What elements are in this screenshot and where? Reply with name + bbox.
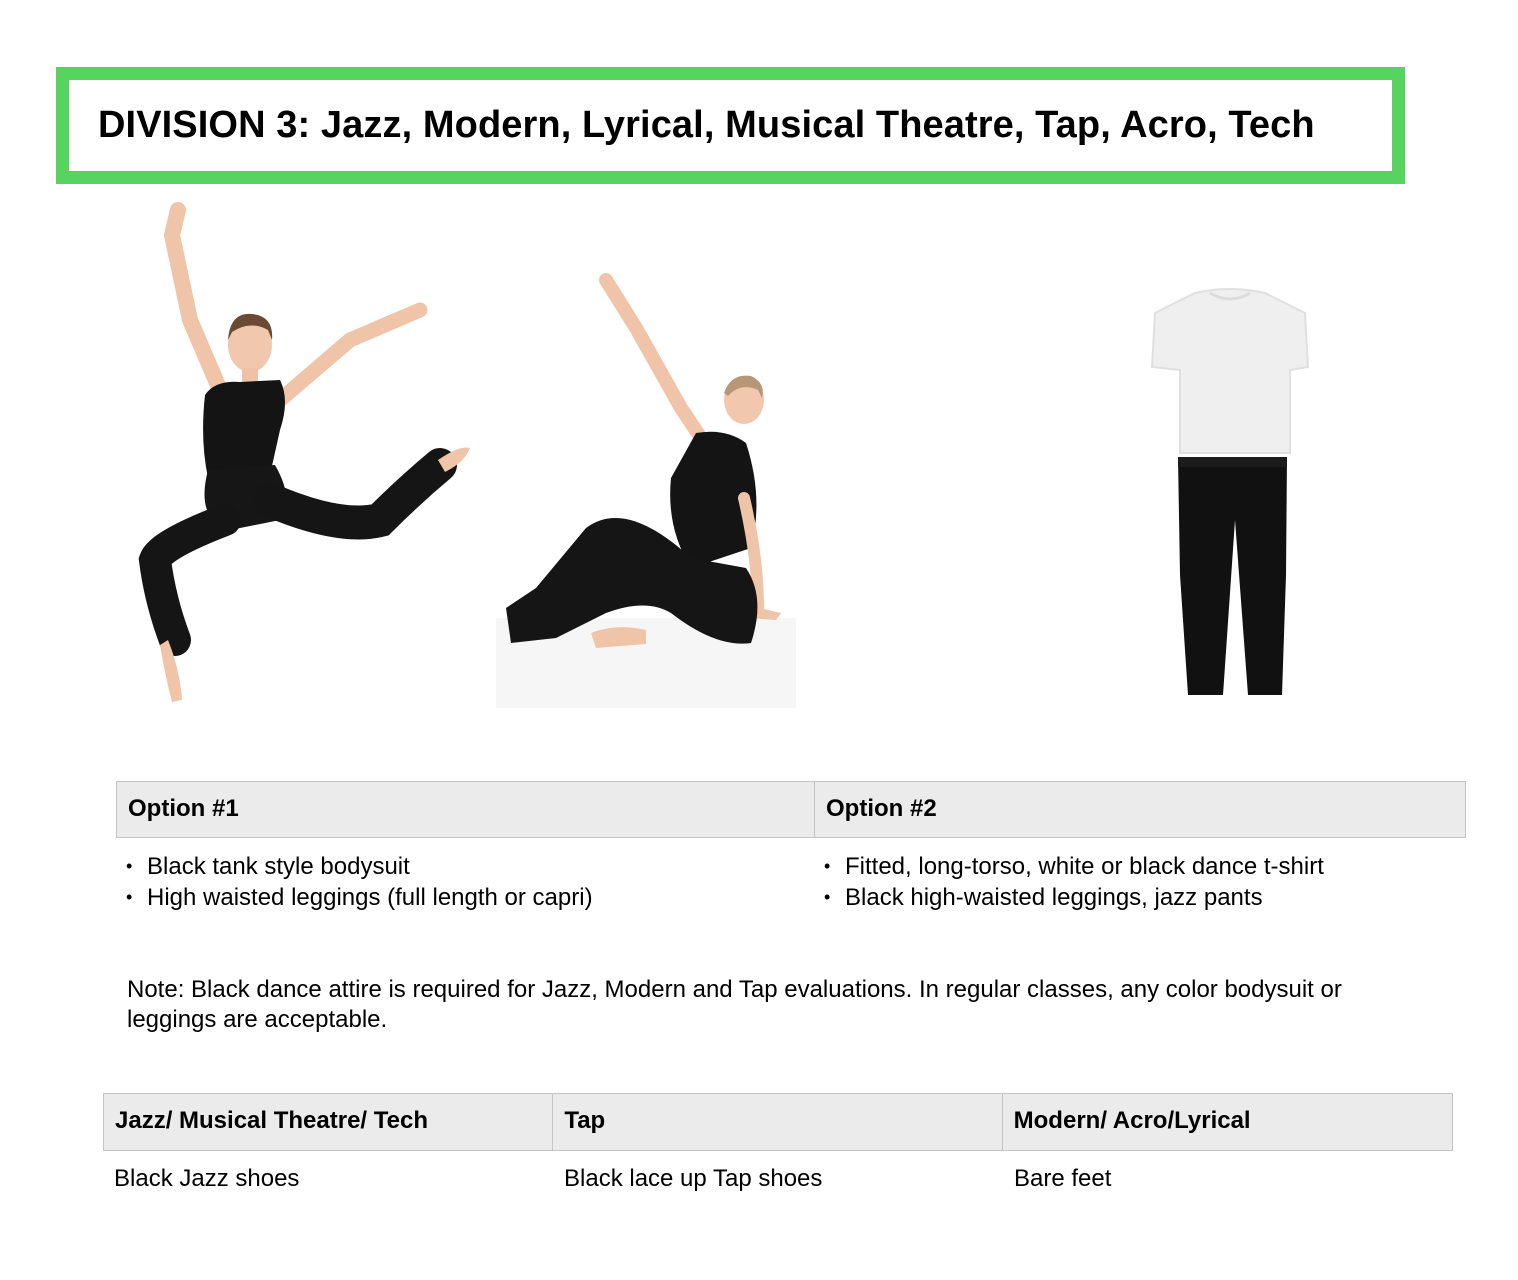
shoes-table-row xyxy=(103,1151,1453,1194)
dancer-leaping-photo xyxy=(120,200,490,710)
option-2-list xyxy=(814,851,1466,913)
option-1-list xyxy=(116,851,814,913)
list-item xyxy=(126,882,814,913)
bullet-icon: • xyxy=(824,856,831,876)
tshirt-and-leggings-photo xyxy=(1140,285,1320,705)
option-2-header: Option #2 xyxy=(826,795,937,822)
list-item xyxy=(824,882,1466,913)
attire-note: Note: Black dance attire is required for Jazz, Modern and Tap evaluations. In regular classes, any color bodysuit or leggings are acceptable. xyxy=(127,976,1342,1033)
list-item-text: Fitted, long-torso, white or black dance t-shirt xyxy=(845,853,1324,880)
list-item xyxy=(126,851,814,882)
dancer-kneeling-photo xyxy=(496,268,796,708)
jazz-shoes-cell: Black Jazz shoes xyxy=(114,1165,300,1192)
modern-shoes-cell: Bare feet xyxy=(1014,1165,1112,1192)
tap-shoes-cell: Black lace up Tap shoes xyxy=(564,1165,823,1192)
option-1-header: Option #1 xyxy=(117,782,815,837)
options-table-body xyxy=(116,838,1466,913)
options-table-header xyxy=(116,781,1466,838)
division-title-box xyxy=(56,67,1405,184)
modern-header: Modern/ Acro/Lyrical xyxy=(1013,1107,1251,1134)
list-item-text: Black tank style bodysuit xyxy=(147,853,410,880)
options-table xyxy=(116,781,1466,913)
division-title: DIVISION 3: Jazz, Modern, Lyrical, Musical Theatre, Tap, Acro, Tech xyxy=(98,104,1315,146)
list-item xyxy=(824,851,1466,882)
tap-header: Tap xyxy=(553,1094,1002,1150)
bullet-icon: • xyxy=(126,887,133,907)
shoes-table-header xyxy=(103,1093,1453,1151)
bullet-icon: • xyxy=(824,887,831,907)
bullet-icon: • xyxy=(126,856,133,876)
shoes-table xyxy=(103,1093,1453,1194)
list-item-text: Black high-waisted leggings, jazz pants xyxy=(845,884,1263,911)
jazz-header: Jazz/ Musical Theatre/ Tech xyxy=(104,1094,553,1150)
list-item-text: High waisted leggings (full length or capri) xyxy=(147,884,593,911)
